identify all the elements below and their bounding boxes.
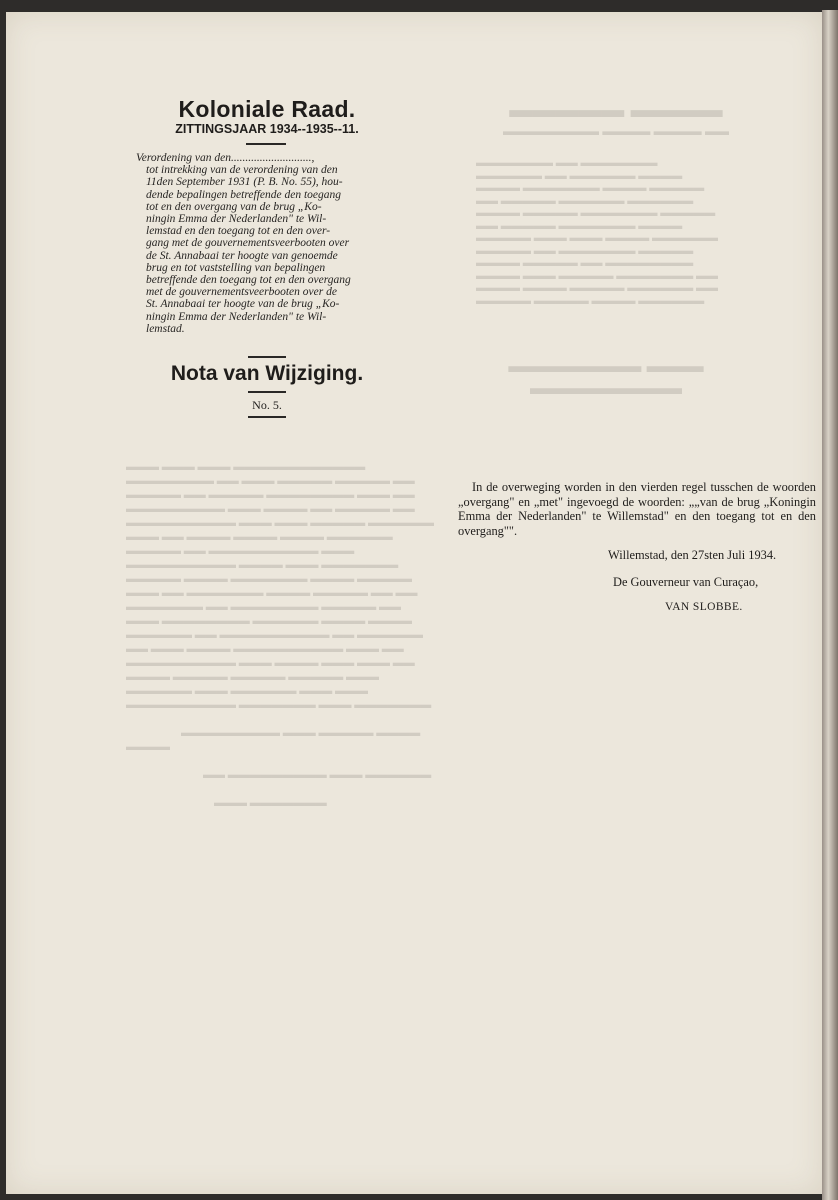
divider-2 [248,356,286,358]
bleed-through-heading: ▬▬▬▬▬▬▬ ▬▬▬ ▬▬▬▬▬▬▬▬ [508,356,704,399]
bleed-through-title: ▬▬▬▬▬ ▬▬▬▬ [509,96,723,122]
ordinance-line: gang met de gouvernementsveerbooten over [146,237,350,250]
ordinance-title [136,152,398,335]
nota-heading: Nota van Wijziging. [170,362,364,385]
ordinance-line: ningin Emma der Nederlanden" te Wil- [146,213,327,226]
ordinance-line: de St. Annabaai ter hoogte van genoemde [146,249,338,262]
document-page [6,12,822,1194]
ordinance-line: dende bepalingen betreffende den toegang [146,188,342,201]
document-title: Koloniale Raad. [178,96,356,122]
bleed-through-paragraph: ▬▬▬▬▬▬▬ ▬▬ ▬▬▬▬▬▬▬ ▬▬▬▬▬▬ ▬▬ ▬▬▬▬▬▬ ▬▬▬▬ ▬▬▬▬ ▬▬▬▬▬▬▬ ▬▬▬▬ ▬▬▬▬▬ ▬▬ ▬▬▬▬▬ ▬▬▬▬▬▬ ▬▬▬▬▬▬ ▬▬▬▬ ▬▬▬▬▬ ▬▬▬▬▬▬▬ ▬▬▬▬▬ ▬▬ ▬▬▬▬▬ ▬▬▬▬▬▬▬ ▬▬▬▬ ▬▬▬▬▬ ▬▬▬ ▬▬▬ ▬▬▬▬ ▬▬▬▬▬▬ ▬▬▬▬▬ ▬▬ ▬▬▬▬▬▬▬ ▬▬▬▬▬ ▬▬▬▬ ▬▬▬▬▬ ▬▬ ▬▬▬▬▬▬▬▬ ▬▬▬▬ ▬▬▬ ▬▬▬▬▬ ▬▬▬▬▬▬▬ ▬▬ ▬▬▬▬ ▬▬▬▬ ▬▬▬▬▬ ▬▬▬▬▬▬ ▬▬ ▬▬▬▬▬ ▬▬▬▬▬ ▬▬▬▬ ▬▬▬▬▬▬ [476,157,718,307]
ordinance-line: lemstad. [146,322,185,335]
bleed-through-subtitle: ▬▬▬▬▬▬▬▬ ▬▬▬▬ ▬▬▬▬ ▬▬ [502,124,729,138]
ordinance-line: lemstad en den toegang tot en den over- [146,225,331,238]
ordinance-line: ningin Emma der Nederlanden" te Wil- [146,310,327,323]
divider-4 [248,416,286,418]
ordinance-line: betreffende den toegang tot en den overgang [146,274,351,287]
bleed-through-body: ▬▬▬ ▬▬▬ ▬▬▬ ▬▬▬▬▬▬▬▬▬▬▬▬ ▬▬▬▬▬▬▬▬ ▬▬ ▬▬▬ ▬▬▬▬▬ ▬▬▬▬▬ ▬▬ ▬▬▬▬▬ ▬▬ ▬▬▬▬▬ ▬▬▬▬▬▬▬▬ ▬▬▬ ▬▬ ▬▬▬▬▬▬▬▬▬ ▬▬▬ ▬▬▬▬ ▬▬ ▬▬▬▬▬ ▬▬ ▬▬▬▬▬▬▬▬▬▬ ▬▬▬ ▬▬▬ ▬▬▬▬▬ ▬▬▬▬▬▬ ▬▬▬ ▬▬ ▬▬▬▬ ▬▬▬▬ ▬▬▬▬ ▬▬▬▬▬▬ ▬▬▬▬▬ ▬▬ ▬▬▬▬▬▬▬▬▬▬ ▬▬▬ ▬▬▬▬▬▬▬▬▬▬ ▬▬▬▬ ▬▬▬ ▬▬▬▬▬▬▬ ▬▬▬▬▬ ▬▬▬▬ ▬▬▬▬▬▬▬ ▬▬▬▬ ▬▬▬▬▬ ▬▬▬ ▬▬ ▬▬▬▬▬▬▬ ▬▬▬▬ ▬▬▬▬▬ ▬▬ ▬▬ ▬▬▬▬▬▬▬ ▬▬ ▬▬▬▬▬▬▬▬ ▬▬▬▬▬ ▬▬ ▬▬▬ ▬▬▬▬▬▬▬▬ ▬▬▬▬▬▬ ▬▬▬▬ ▬▬▬▬ ▬▬▬▬▬▬ ▬▬ ▬▬▬▬▬▬▬▬▬▬ ▬▬ ▬▬▬▬▬▬ ▬▬ ▬▬▬ ▬▬▬▬ ▬▬▬▬▬▬▬▬▬▬ ▬▬▬ ▬▬ ▬▬▬▬▬▬▬▬▬▬ ▬▬▬ ▬▬▬▬ ▬▬▬ ▬▬▬ ▬▬ ▬▬▬▬ ▬▬▬▬▬ ▬▬▬▬▬ ▬▬▬▬▬ ▬▬▬ ▬▬▬▬▬▬ ▬▬▬ ▬▬▬▬▬▬ ▬▬▬ ▬▬▬ ▬▬▬▬▬▬▬▬▬▬ ▬▬▬▬▬▬▬ ▬▬▬ ▬▬▬▬▬▬▬ ▬▬▬▬▬▬▬▬▬ ▬▬▬ ▬▬▬▬▬ ▬▬▬▬ ▬▬▬▬ ▬▬ ▬▬▬▬▬▬▬▬▬ ▬▬▬ ▬▬▬▬▬▬ ▬▬▬ ▬▬▬▬▬▬▬ [126,461,434,809]
left-column [136,12,398,432]
ordinance-line: tot en den overgang van de brug „Ko- [146,200,322,213]
amendment-text: In de overweging worden in den vierden regel tusschen de woorden „overgang" en „met" ingevoegd de woorden: „„van de brug „Koningin Emma der Nederlanden" te Willemstad" en den toegang tot en den overgang"". [458,480,816,538]
ordinance-line: brug en tot vaststelling van bepalingen [146,261,326,274]
book-edge [822,10,838,1200]
ordinance-line: St. Annabaai ter hoogte van de brug „Ko- [146,298,340,311]
signatory-role: De Gouverneur van Curaçao, [613,575,759,589]
signatory-name: VAN SLOBBE. [665,601,743,613]
document-number: No. 5. [252,398,282,412]
session-year: ZITTINGSJAAR 1934--1935--11. [175,122,359,136]
ordinance-line: met de gouvernementsveerbooten over de [146,286,337,299]
divider-3 [248,391,286,393]
ordinance-line: tot intrekking van de verordening van den [146,164,338,177]
divider-1 [246,143,286,145]
ordinance-line: 11den September 1931 (P. B. No. 55), hou- [146,176,343,189]
place-date: Willemstad, den 27sten Juli 1934. [608,548,777,562]
ordinance-line: Verordening van den............................, [136,152,315,164]
